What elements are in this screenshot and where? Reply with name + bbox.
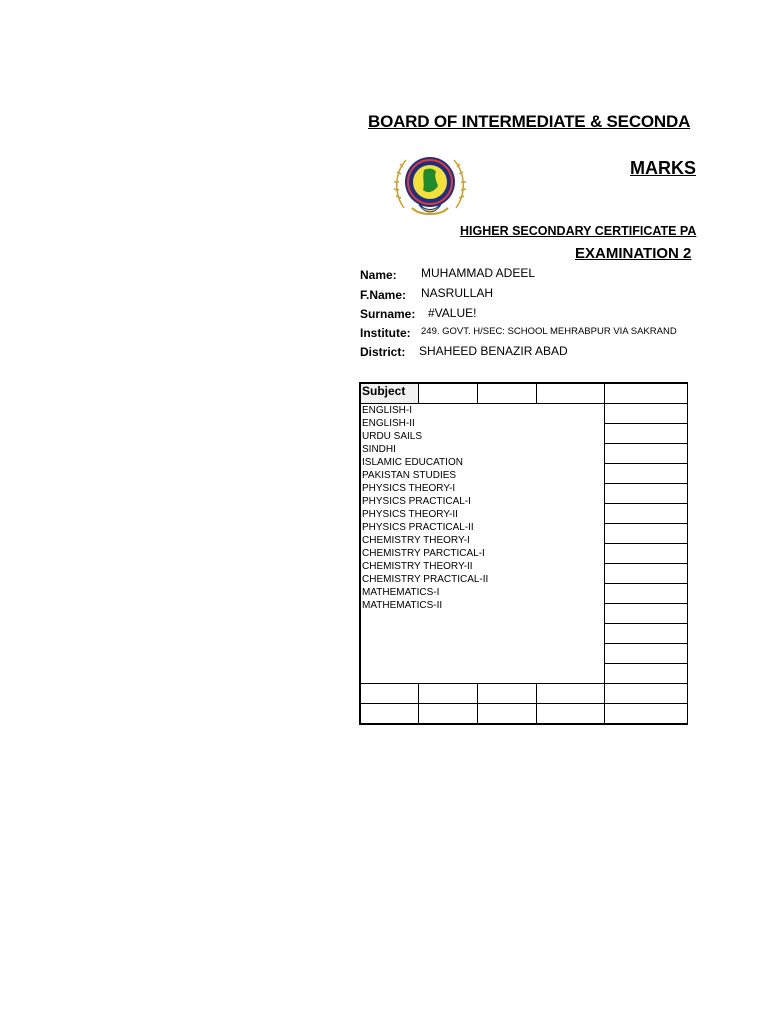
wheat-wreath-right [454,160,466,208]
subject-header: Subject [360,383,419,404]
board-emblem-icon [390,150,470,218]
fname-label: F.Name: [360,288,407,302]
subject-item: SINDHI [362,444,396,455]
result-cell [478,704,537,725]
header-cell [478,383,537,404]
result-cell [419,704,478,725]
board-title: BOARD OF INTERMEDIATE & SECONDA [368,112,691,131]
name-label: Name: [360,268,397,282]
marks-cell [605,504,688,524]
marks-cell [605,564,688,584]
subjects-list [360,404,605,684]
result-cell [360,704,419,725]
district-label: District: [360,345,406,359]
table-row [360,404,688,424]
subject-item: ISLAMIC EDUCATION [362,457,463,468]
subject-item: CHEMISTRY THEORY-II [362,561,473,572]
subject-item: ENGLISH-I [362,405,413,416]
subject-item: CHEMISTRY PRACTICAL-II [362,574,489,585]
marks-cell [605,604,688,624]
subject-item: PHYSICS THEORY-I [362,483,456,494]
marks-cell [605,664,688,684]
totals-cell [537,684,605,704]
marks-title: MARKS [630,158,696,178]
subject-item: URDU SAILS [362,431,423,442]
totals-cell [605,684,688,704]
header-cell [537,383,605,404]
totals-cell [478,684,537,704]
subject-item: PHYSICS PRACTICAL-II [362,522,474,533]
institute-value: 249. GOVT. H/SEC: SCHOOL MEHRABPUR VIA SAKRAND [421,326,677,337]
name-value: MUHAMMAD ADEEL [421,266,536,280]
examination-title: EXAMINATION 2 [575,245,692,262]
marks-cell [605,584,688,604]
fname-value: NASRULLAH [421,286,494,300]
subject-item: PHYSICS PRACTICAL-I [362,496,471,507]
marks-cell [605,444,688,464]
marks-cell [605,464,688,484]
marks-cell [605,424,688,444]
subject-item: MATHEMATICS-I [362,587,440,598]
marks-cell [605,544,688,564]
totals-cell [419,684,478,704]
subject-item: PHYSICS THEORY-II [362,509,458,520]
surname-value: #VALUE! [428,306,477,320]
marks-cell [605,624,688,644]
header-cell [419,383,478,404]
certificate-title: HIGHER SECONDARY CERTIFICATE PA [460,224,697,238]
institute-label: Institute: [360,326,411,340]
marks-cell [605,524,688,544]
surname-label: Surname: [360,307,416,321]
subject-item: ENGLISH-II [362,418,415,429]
result-row [360,704,688,725]
district-value: SHAHEED BENAZIR ABAD [419,344,568,358]
result-cell [605,704,688,725]
totals-cell [360,684,419,704]
subject-item: PAKISTAN STUDIES [362,470,457,481]
totals-row [360,684,688,704]
header-cell [605,383,688,404]
marks-cell [605,644,688,664]
marks-cell [605,404,688,424]
table-header-row [360,383,688,404]
emblem-map-shape [423,169,438,192]
marks-cell [605,484,688,504]
wheat-wreath-left [394,160,406,208]
marks-table [359,382,688,725]
subject-item: CHEMISTRY PARCTICAL-I [362,548,485,559]
subject-item: MATHEMATICS-II [362,600,443,611]
subject-item: CHEMISTRY THEORY-I [362,535,470,546]
result-cell [537,704,605,725]
